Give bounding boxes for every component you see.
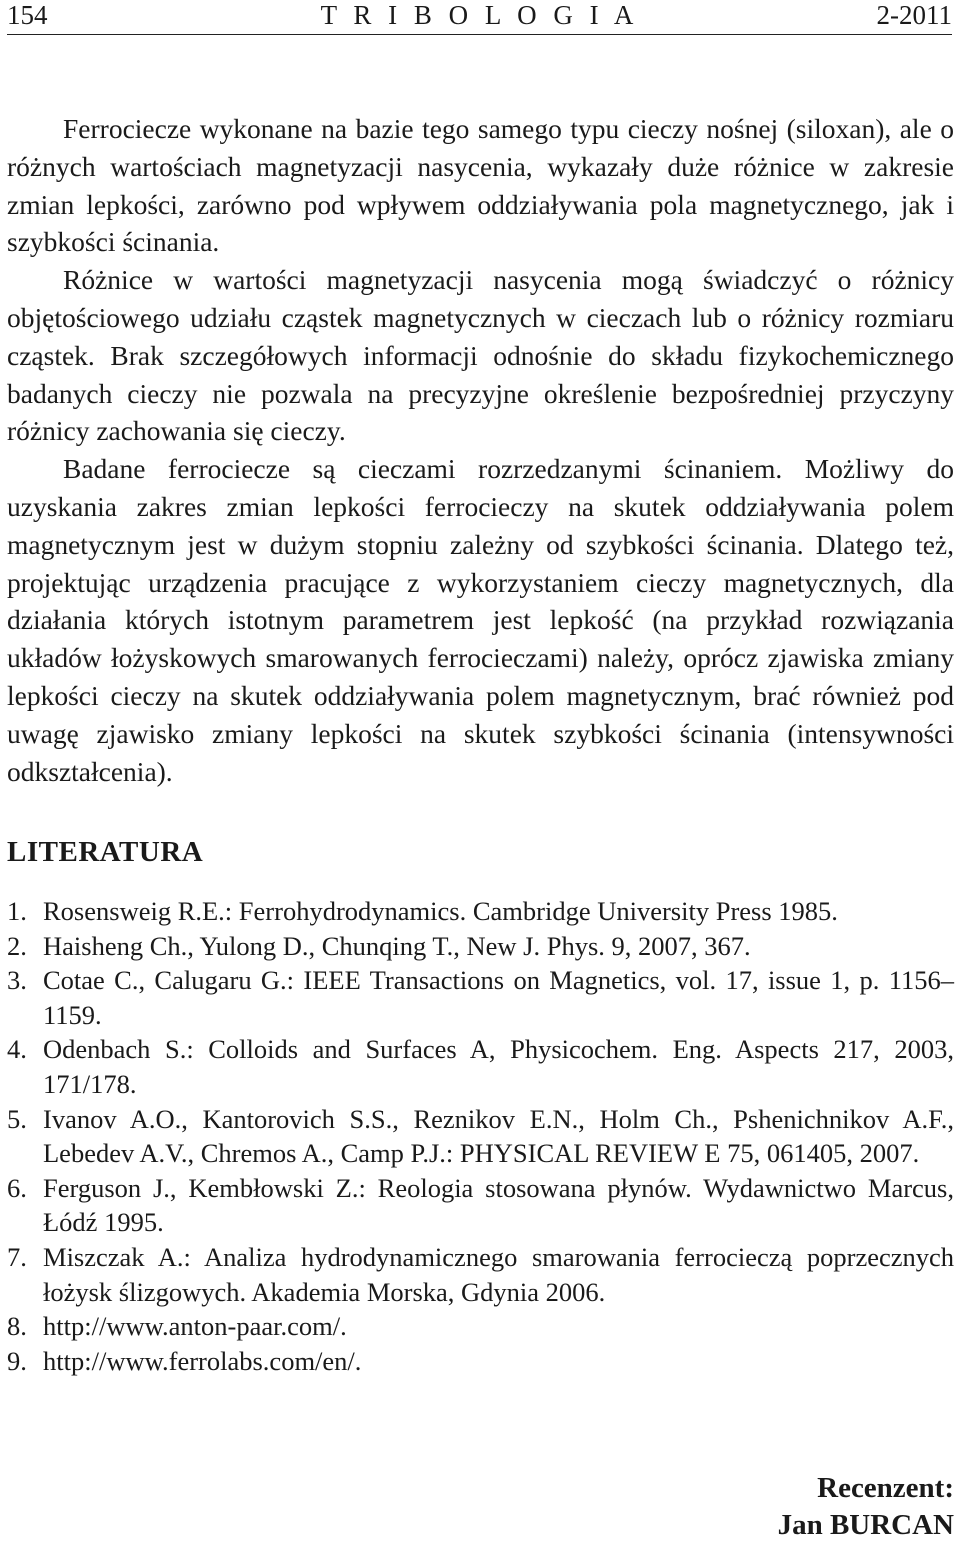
reviewer-name: Jan BURCAN — [777, 1509, 954, 1541]
reference-number: 7. — [7, 1241, 27, 1272]
literature-heading: LITERATURA — [7, 836, 204, 868]
reviewers-block — [778, 1470, 954, 1544]
reference-text: Miszczak A.: Analiza hydrodynamicznego smarowania ferrocieczą poprzecznych łożysk ślizgowych. Akademia Morska, Gdynia 2006. — [43, 1241, 954, 1307]
reference-number: 5. — [7, 1103, 27, 1134]
page-number: 154 — [7, 0, 48, 30]
reference-item — [7, 929, 954, 964]
reference-number: 6. — [7, 1172, 27, 1203]
reference-number: 8. — [7, 1311, 27, 1342]
reference-text: Ferguson J., Kembłowski Z.: Reologia stosowana płynów. Wydawnictwo Marcus, Łódź 1995. — [43, 1172, 954, 1238]
reference-item — [7, 1171, 954, 1240]
reference-item — [7, 1032, 954, 1101]
reference-text: Haisheng Ch., Yulong D., Chunqing T., New J. Phys. 9, 2007, 367. — [43, 930, 751, 961]
running-header — [7, 0, 952, 30]
reference-number: 2. — [7, 930, 27, 961]
reference-item — [7, 1344, 954, 1379]
reference-text: Rosensweig R.E.: Ferrohydrodynamics. Cambridge University Press 1985. — [43, 896, 838, 926]
body-text — [7, 110, 954, 790]
reference-number: 3. — [7, 965, 27, 996]
reference-text: Ivanov A.O., Kantorovich S.S., Reznikov E.N., Holm Ch., Pshenichnikov A.F., Lebedev A.V., Chremos A., Camp P.J.: PHYSICAL REVIEW E 75, 061405, 2007. — [43, 1103, 954, 1169]
reference-item — [7, 1309, 954, 1344]
reference-number: 9. — [7, 1345, 27, 1376]
reference-item — [7, 1102, 954, 1171]
reference-text: Cotae C., Calugaru G.: IEEE Transactions on Magnetics, vol. 17, issue 1, p. 1156–1159. — [43, 965, 954, 1030]
reference-number: 1. — [7, 896, 27, 926]
paragraph: Badane ferrociecze są cieczami rozrzedzanymi ścinaniem. Możliwy do uzyskania zakres zmian lepkości ferrocieczy na skutek oddziaływania polem magnetycznym jest w dużym stopniu zależny od szybkości ścinania. Dlatego też, projektując urządzenia pracujące z wykorzystaniem cieczy magnetycznych, dla działania których istotnym parametrem jest lepkość (na przykład rozwiązania układów łożyskowych smarowanych ferrocieczami) należy, oprócz zjawiska zmiany lepkości cieczy na skutek oddziaływania polem magnetycznym, brać również pod uwagę zjawisko zmiany lepkości na skutek szybkości ścinania (intensywności odkształcenia). — [7, 453, 954, 787]
paragraph: Różnice w wartości magnetyzacji nasycenia mogą świadczyć o różnicy objętościowego udziału cząstek magnetycznych w cieczach lub o różnicy rozmiaru cząstek. Brak szczegółowych informacji odnośnie do składu fizykochemicznego badanych cieczy nie pozwala na precyzyjne określenie bezpośredniej przyczyny różnicy zachowania się cieczy. — [7, 264, 954, 447]
reference-text: http://www.anton-paar.com/. — [43, 1311, 347, 1342]
header-rule — [7, 34, 952, 35]
reference-item — [7, 894, 954, 929]
reference-item — [7, 1240, 954, 1309]
issue-number: 2-2011 — [876, 0, 952, 30]
reviewer-label: Recenzent: — [817, 1472, 954, 1504]
reference-item — [7, 963, 954, 1032]
reference-list — [7, 894, 954, 1378]
reference-text: http://www.ferrolabs.com/en/. — [43, 1345, 362, 1376]
reference-text: Odenbach S.: Colloids and Surfaces A, Physicochem. Eng. Aspects 217, 2003, 171/178. — [43, 1034, 954, 1099]
journal-title: T R I B O L O G I A — [320, 0, 639, 30]
reference-number: 4. — [7, 1034, 27, 1065]
paragraph: Ferrociecze wykonane na bazie tego samego typu cieczy nośnej (siloxan), ale o różnych wartościach magnetyzacji nasycenia, wykazały duże różnice w zakresie zmian lepkości, zarówno pod wpływem oddziaływania pola magnetycznego, jak i szybkości ścinania. — [7, 113, 954, 258]
